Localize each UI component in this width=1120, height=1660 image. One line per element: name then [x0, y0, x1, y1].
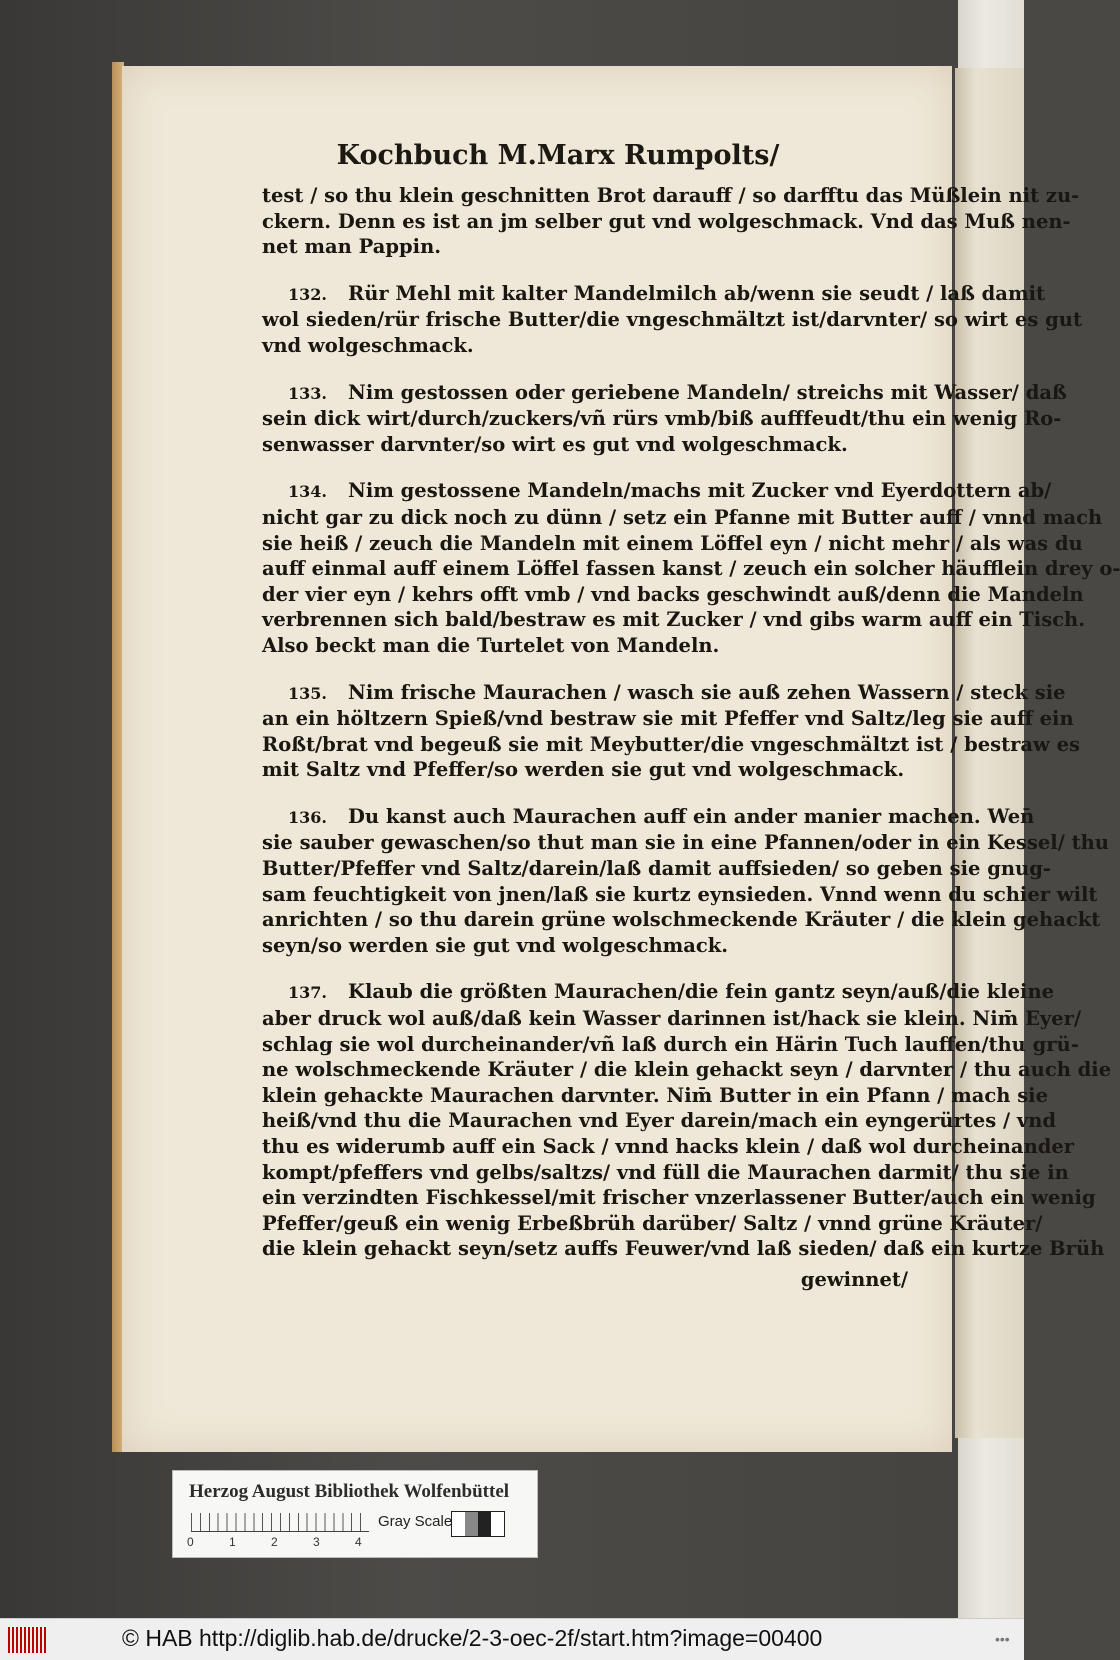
line-text: anrichten / so thu darein grüne wolschmeckende Kräuter / die klein gehackt	[262, 908, 1101, 932]
line-text: wol sieden/rür frische Butter/die vngeschmältzt ist/darvnter/ so wirt es gut	[262, 308, 1082, 332]
line-text: Also beckt man die Turtelet von Mandeln.	[262, 633, 720, 657]
text-line	[262, 804, 1035, 831]
recipe-paragraph	[262, 281, 1082, 359]
text-line	[262, 556, 1120, 582]
recipe-number: 134.	[288, 482, 327, 502]
more-icon[interactable]: •••	[995, 1631, 1010, 1647]
recipe-paragraph	[262, 979, 1112, 1262]
line-text: schlag sie wol durcheinander/vñ laß durch ein Härin Tuch lauffen/thu grü-	[262, 1032, 1079, 1056]
line-text: test / so thu klein geschnitten Brot darauff / so darfftu das Müßlein nit zu-	[262, 184, 1080, 207]
text-line	[262, 1083, 1048, 1109]
text-line	[262, 933, 908, 959]
text-line	[262, 183, 1080, 209]
text-line	[262, 680, 1066, 707]
line-text: Nim gestossen oder geriebene Mandeln/ streichs mit Wasser/ daß	[348, 380, 1067, 404]
text-line	[262, 1236, 1105, 1262]
text-line	[262, 281, 1045, 308]
text-line	[262, 1057, 1112, 1083]
text-line	[262, 856, 1051, 882]
line-text: thu es widerumb auff ein Sack / vnnd hacks klein / daß wol durcheinander	[262, 1135, 1075, 1158]
text-line	[262, 209, 1071, 235]
recipe-paragraph	[262, 183, 1080, 260]
line-text: aber druck wol auß/daß kein Wasser darinnen ist/hack sie klein. Nim̄ Eyer/	[262, 1007, 1082, 1031]
recipe-paragraph	[262, 478, 1120, 658]
catchword: gewinnet/	[800, 1268, 908, 1291]
line-text: klein gehackte Maurachen darvnter. Nim̄ Butter in ein Pfann / mach sie	[262, 1083, 1048, 1107]
text-line	[262, 907, 1101, 933]
text-line	[262, 531, 1083, 557]
text-line	[262, 757, 908, 783]
text-line	[262, 732, 1081, 758]
text-line	[262, 830, 1109, 856]
text-line	[262, 1032, 1079, 1058]
text-line	[262, 478, 1052, 505]
recipe-number: 137.	[288, 983, 327, 1003]
page-text	[262, 183, 1120, 1283]
line-text: Butter/Pfeffer vnd Saltz/darein/laß damit auffsieden/ so geben sie gnug-	[262, 857, 1051, 881]
line-text: ne wolschmeckende Kräuter / die klein gehackt seyn / darvnter / thu auch die	[262, 1058, 1112, 1082]
line-text: Klaub die größten Maurachen/die fein gantz seyn/auß/die kleine	[348, 980, 1055, 1004]
text-line	[262, 1006, 1082, 1032]
gray-scale-label: Gray Scale	[378, 1513, 453, 1530]
line-text: sie heiß / zeuch die Mandeln mit einem Löffel eyn / nicht mehr / als was du	[262, 531, 1083, 555]
running-head: Kochbuch M.Marx Rumpolts/	[336, 140, 780, 171]
line-text: der vier eyn / kehrs offt vmb / vnd backs geschwindt auß/denn die Mandeln	[262, 582, 1084, 606]
text-line	[262, 406, 1062, 432]
line-text: Rür Mehl mit kalter Mandelmilch ab/wenn sie seudt / laß damit	[348, 281, 1045, 305]
recipe-number: 132.	[288, 284, 327, 304]
ruler-number: 3	[313, 1535, 320, 1549]
line-text: mit Saltz vnd Pfeffer/so werden sie gut vnd wolgeschmack.	[262, 758, 905, 782]
line-text: heiß/vnd thu die Maurachen vnd Eyer darein/mach ein eyngerürtes / vnd	[262, 1109, 1057, 1133]
footer-bar	[0, 1618, 1024, 1660]
line-text: ckern. Denn es ist an jm selber gut vnd wolgeschmack. Vnd das Muß nen-	[262, 209, 1071, 233]
line-text: Nim frische Maurachen / wasch sie auß zehen Wassern / steck sie	[348, 680, 1066, 704]
ruler-icon	[191, 1513, 369, 1532]
recipe-paragraph	[262, 380, 1067, 458]
line-text: net man Pappin.	[262, 235, 442, 259]
text-line	[262, 1108, 1057, 1134]
line-text: Nim gestossene Mandeln/machs mit Zucker vnd Eyerdottern ab/	[348, 479, 1052, 503]
gray-scale-swatch	[451, 1511, 505, 1537]
text-line	[262, 333, 908, 359]
text-line	[262, 432, 908, 458]
recipe-paragraph	[262, 680, 1081, 783]
text-line	[262, 505, 1103, 531]
text-line	[262, 380, 1067, 407]
barcode-icon	[8, 1627, 48, 1653]
text-line	[262, 979, 1055, 1006]
library-name: Herzog August Bibliothek Wolfenbüttel	[189, 1481, 510, 1502]
text-line	[262, 1134, 1075, 1160]
ruler-number: 0	[187, 1535, 194, 1549]
text-line	[262, 1160, 1069, 1186]
ruler-number: 4	[355, 1535, 362, 1549]
line-text: nicht gar zu dick noch zu dünn / setz ein Pfanne mit Butter auff / vnnd mach	[262, 505, 1103, 529]
recipe-number: 133.	[288, 383, 327, 403]
line-text: senwasser darvnter/so wirt es gut vnd wolgeschmack.	[262, 432, 848, 456]
text-line	[262, 607, 1086, 633]
line-text: seyn/so werden sie gut vnd wolgeschmack.	[262, 933, 729, 957]
text-line	[262, 1211, 1043, 1237]
recipe-number: 135.	[288, 683, 327, 703]
line-text: verbrennen sich bald/bestraw es mit Zucker / vnd gibs warm auff ein Tisch.	[262, 608, 1086, 632]
recipe-paragraph	[262, 804, 1109, 959]
text-line	[262, 582, 1084, 608]
ruler-number: 2	[271, 1535, 278, 1549]
text-line	[262, 234, 908, 260]
line-text: sie sauber gewaschen/so thut man sie in eine Pfannen/oder in ein Kessel/ thu	[262, 831, 1109, 855]
line-text: die klein gehackt seyn/setz auffs Feuwer/vnd laß sieden/ daß ein kurtze Brüh	[262, 1237, 1105, 1261]
line-text: vnd wolgeschmack.	[262, 333, 474, 357]
line-text: kompt/pfeffers vnd gelbs/saltzs/ vnd füll die Maurachen darmit/ thu sie in	[262, 1160, 1069, 1184]
line-text: sam feuchtigkeit von jnen/laß sie kurtz eynsieden. Vnnd wenn du schier wilt	[262, 882, 1098, 906]
line-text: auff einmal auff einem Löffel fassen kanst / zeuch ein solcher häufflein drey o-	[262, 557, 1120, 581]
text-line	[262, 706, 1074, 732]
copyright-url[interactable]: © HAB http://diglib.hab.de/drucke/2-3-oec-2f/start.htm?image=00400	[122, 1625, 823, 1651]
library-color-card	[172, 1470, 538, 1558]
line-text: Roßt/brat vnd begeuß sie mit Meybutter/die vngeschmältzt ist / bestraw es	[262, 732, 1081, 756]
text-line	[262, 633, 908, 659]
line-text: ein verzindten Fischkessel/mit frischer vnzerlassener Butter/auch ein wenig	[262, 1186, 1096, 1210]
line-text: an ein höltzern Spieß/vnd bestraw sie mit Pfeffer vnd Saltz/leg sie auff ein	[262, 707, 1074, 731]
text-line	[262, 307, 1082, 333]
recipe-number: 136.	[288, 807, 327, 827]
text-line	[262, 882, 1098, 908]
ruler-number: 1	[229, 1535, 236, 1549]
line-text: Du kanst auch Maurachen auff ein ander manier machen. Wen̄	[348, 804, 1035, 828]
text-line	[262, 1185, 1096, 1211]
line-text: Pfeffer/geuß ein wenig Erbeßbrüh darüber/ Saltz / vnnd grüne Kräuter/	[262, 1211, 1043, 1235]
line-text: sein dick wirt/durch/zuckers/vñ rürs vmb/biß aufffeudt/thu ein wenig Ro-	[262, 407, 1062, 431]
